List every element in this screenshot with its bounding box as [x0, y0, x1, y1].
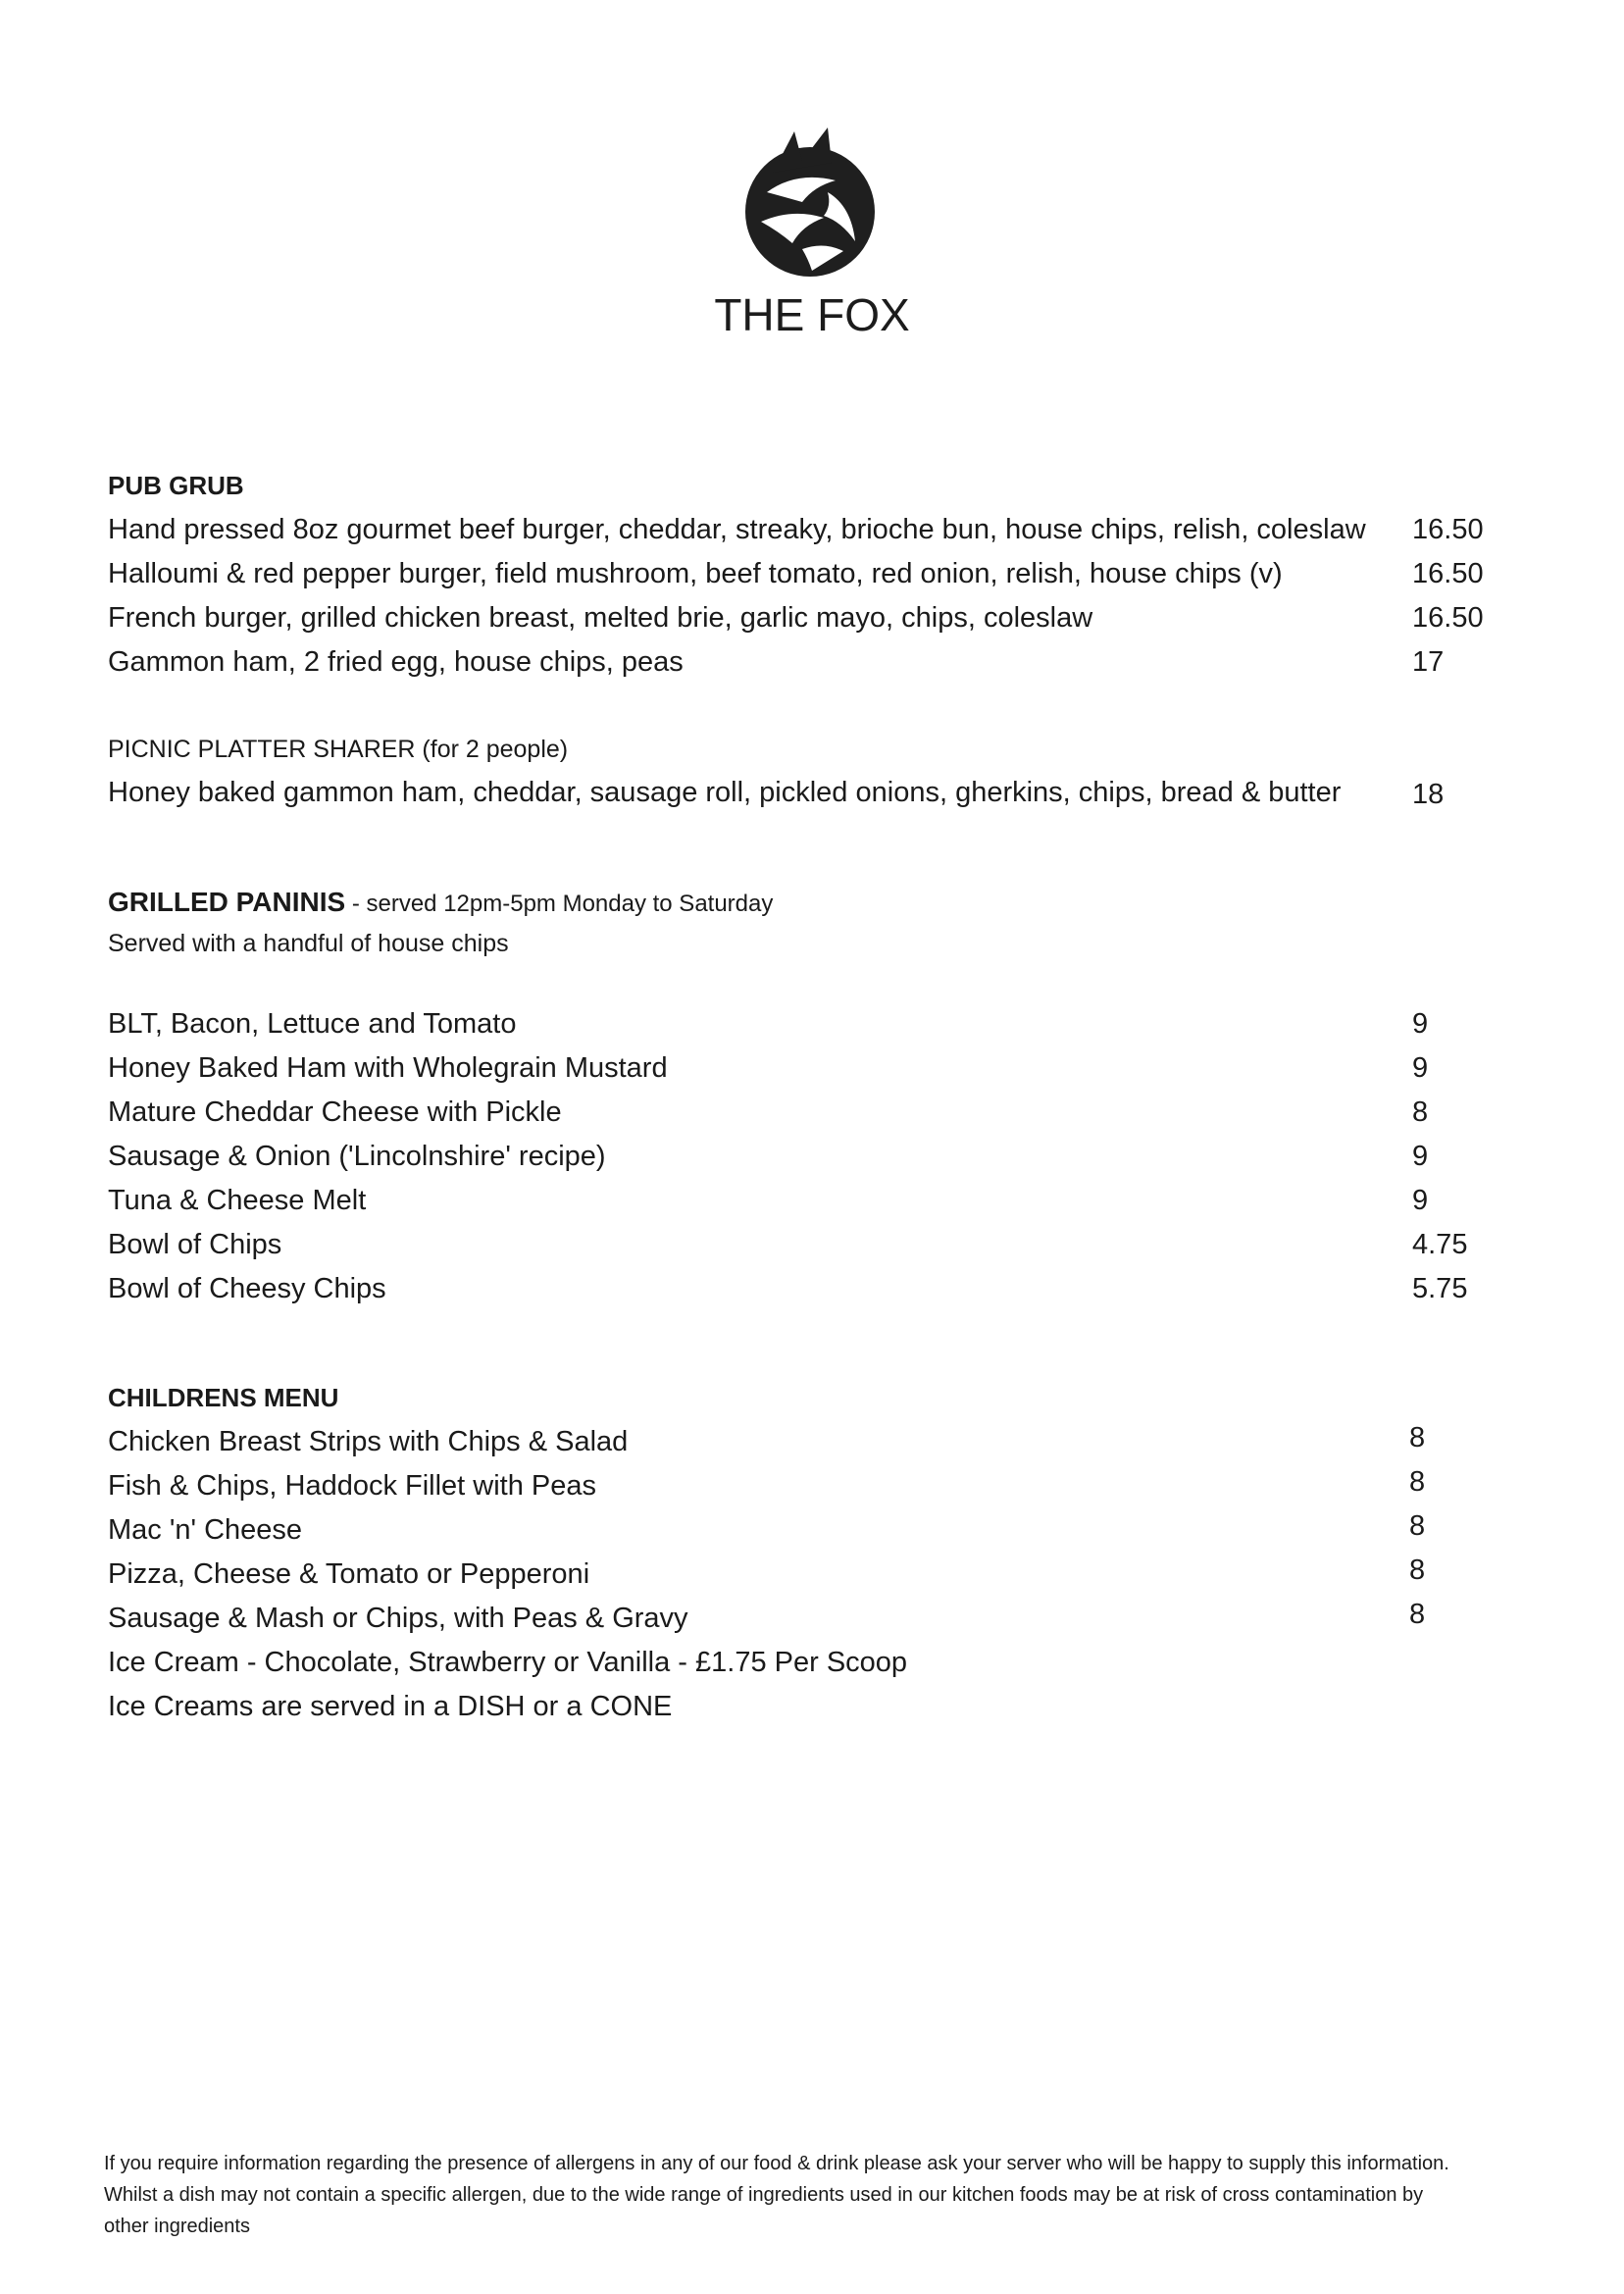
item-price: 9: [1412, 1185, 1429, 1216]
item-description: Halloumi & red pepper burger, field mushroom, beef tomato, red onion, relish, house chips (v): [108, 558, 1283, 589]
brand-name: THE FOX: [714, 289, 910, 340]
item-description: French burger, grilled chicken breast, melted brie, garlic mayo, chips, coleslaw: [108, 602, 1093, 634]
footer-line: Whilst a dish may not contain a specific allergen, due to the wide range of ingredients used in our kitchen foods may be at risk of cross contamination by: [104, 2184, 1424, 2206]
section-heading: CHILDRENS MENU: [108, 1383, 339, 1412]
item-price: 9: [1412, 1052, 1429, 1084]
item-price: 8: [1409, 1422, 1426, 1453]
menu-item: [108, 1508, 1481, 1553]
item-price: 18: [1412, 779, 1445, 810]
item-price: 8: [1412, 1096, 1429, 1128]
item-price: 16.50: [1412, 514, 1484, 545]
item-description: Mature Cheddar Cheese with Pickle: [108, 1096, 562, 1128]
footer-line: If you require information regarding the presence of allergens in any of our food & drink please ask your server who will be happy to supply this information.: [104, 2153, 1449, 2174]
item-description: Mac 'n' Cheese: [108, 1514, 303, 1546]
menu-item: [108, 1046, 1481, 1091]
ice-cream-note: [108, 1685, 1481, 1729]
item-description: Gammon ham, 2 fried egg, house chips, peas: [108, 646, 684, 678]
menu-item: [108, 1464, 1481, 1508]
served-with-note: Served with a handful of house chips: [108, 930, 509, 957]
menu-item: [108, 640, 1481, 685]
item-price: 16.50: [1412, 558, 1484, 589]
item-description: Bowl of Chips: [108, 1229, 282, 1260]
picnic-section: [108, 728, 1481, 815]
item-price: 8: [1409, 1599, 1426, 1630]
menu-item: [108, 1597, 1481, 1641]
paninis-section: [108, 881, 1481, 1311]
item-price: 8: [1409, 1555, 1426, 1586]
menu-item: [108, 1091, 1481, 1135]
item-description: Tuna & Cheese Melt: [108, 1185, 367, 1216]
footer-line: other ingredients: [104, 2216, 250, 2237]
menu-item: [108, 1267, 1481, 1311]
item-price: 9: [1412, 1141, 1429, 1172]
item-price: 8: [1409, 1510, 1426, 1542]
item-description: Sausage & Onion ('Lincolnshire' recipe): [108, 1141, 606, 1172]
item-description: Sausage & Mash or Chips, with Peas & Gravy: [108, 1603, 688, 1634]
item-price: 17: [1412, 646, 1445, 678]
menu-item: [108, 771, 1481, 815]
menu-item: [108, 1179, 1481, 1223]
item-price: 9: [1412, 1008, 1429, 1040]
item-description: Chicken Breast Strips with Chips & Salad: [108, 1426, 629, 1457]
menu-item: [108, 1420, 1481, 1464]
item-price: 5.75: [1412, 1273, 1468, 1304]
section-heading: PICNIC PLATTER SHARER (for 2 people): [108, 736, 569, 763]
item-description: Fish & Chips, Haddock Fillet with Peas: [108, 1470, 597, 1502]
ice-cream-line: [108, 1641, 1481, 1685]
menu-item: [108, 1223, 1481, 1267]
menu-item: [108, 552, 1484, 596]
section-title: GRILLED PANINIS: [108, 887, 346, 917]
section-note: - served 12pm-5pm Monday to Saturday: [345, 891, 774, 917]
pub-grub-section: [108, 463, 1484, 685]
allergen-footer: [104, 2148, 1526, 2242]
item-description: Ice Creams are served in a DISH or a CONE: [108, 1691, 673, 1722]
fox-head-circle-icon: [734, 124, 890, 280]
item-price: 16.50: [1412, 602, 1484, 634]
item-description: Ice Cream - Chocolate, Strawberry or Vanilla - £1.75 Per Scoop: [108, 1647, 908, 1678]
item-description: Honey baked gammon ham, cheddar, sausage roll, pickled onions, gherkins, chips, bread & butter: [108, 777, 1342, 808]
menu-item: [108, 1135, 1481, 1179]
item-description: Honey Baked Ham with Wholegrain Mustard: [108, 1052, 668, 1084]
item-description: BLT, Bacon, Lettuce and Tomato: [108, 1008, 517, 1040]
menu-item: [108, 596, 1484, 640]
menu-item: [108, 1553, 1481, 1597]
item-description: Hand pressed 8oz gourmet beef burger, cheddar, streaky, brioche bun, house chips, relish, coleslaw: [108, 514, 1366, 545]
menu-item: [108, 1002, 1481, 1046]
brand-header: [0, 124, 1624, 341]
item-description: Bowl of Cheesy Chips: [108, 1273, 386, 1304]
item-price: 8: [1409, 1466, 1426, 1498]
childrens-section: [108, 1375, 1481, 1729]
section-heading: [108, 881, 1481, 924]
item-price: 4.75: [1412, 1229, 1468, 1260]
section-heading: PUB GRUB: [108, 471, 244, 500]
menu-item: [108, 508, 1484, 552]
item-description: Pizza, Cheese & Tomato or Pepperoni: [108, 1558, 590, 1590]
